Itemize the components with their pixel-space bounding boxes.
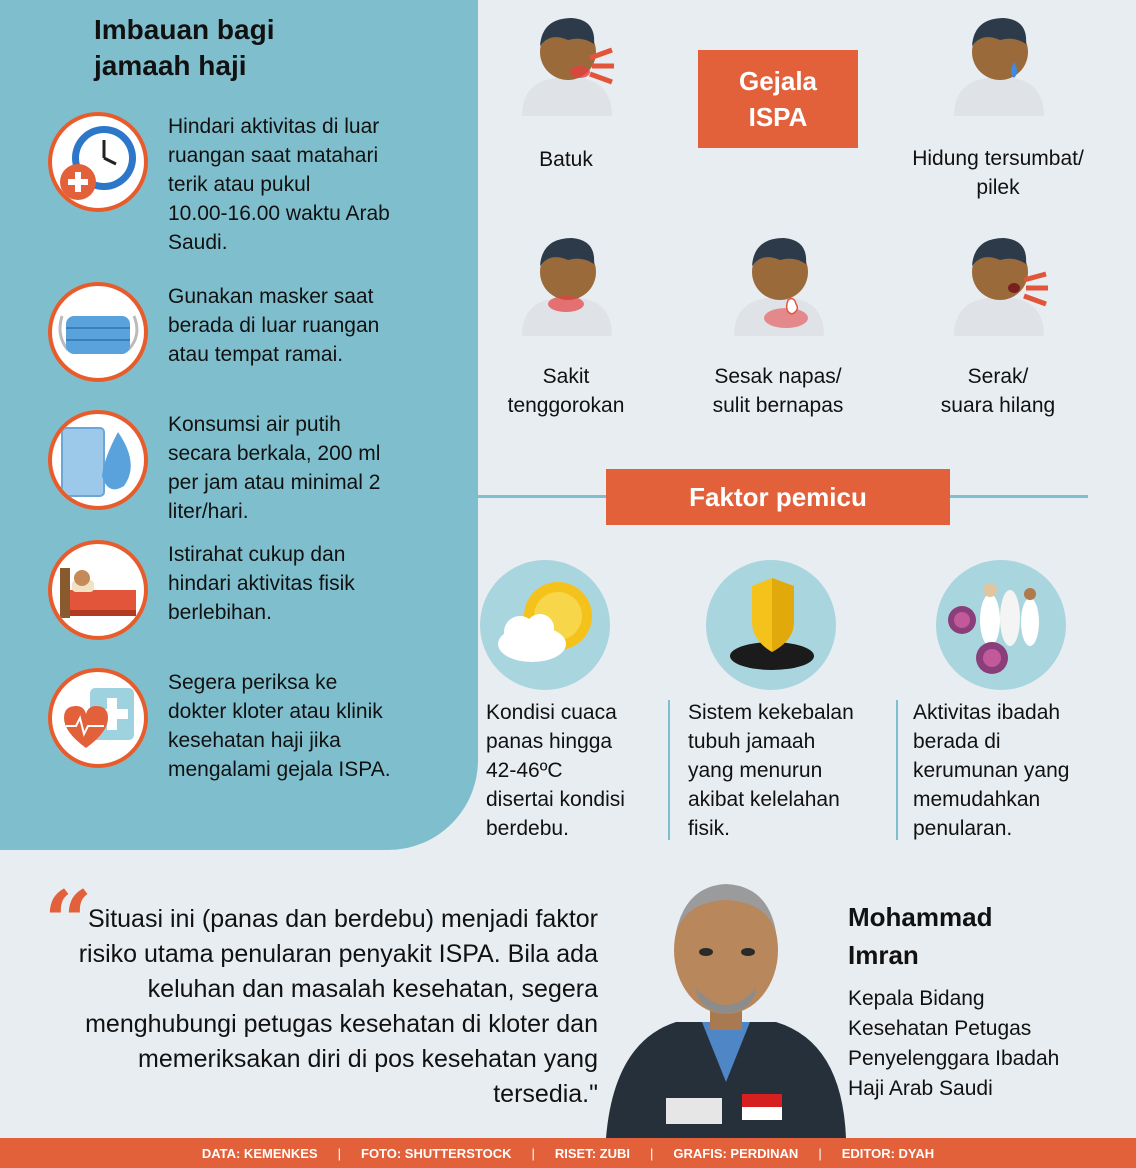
column-divider	[896, 700, 898, 840]
trigger-text: Kondisi cuaca panas hingga 42-46ºC disertai kondisi berdebu.	[486, 701, 625, 840]
hoarse-voice-icon	[948, 226, 1048, 336]
credit-data: DATA: KEMENKES	[201, 1145, 318, 1161]
symptom-label: Batuk	[539, 148, 593, 171]
bed-icon	[48, 540, 148, 640]
quote-text: Situasi ini (panas dan berdebu) menjadi faktor risiko utama penularan penyakit ISPA. Bila ada keluhan dan masalah kesehatan, segera menghubungi petugas kesehatan di kloter dan memeriksakan diri di pos kesehatan yang tersedia."	[78, 905, 598, 1108]
symptom-label: Sesak napas/ sulit bernapas	[712, 365, 844, 417]
symptom-label: Hidung tersumbat/ pilek	[912, 147, 1084, 199]
clock-icon	[48, 112, 148, 212]
shield-icon	[706, 560, 836, 690]
advice-text: Konsumsi air putih secara berkala, 200 ml per jam atau minimal 2 liter/hari.	[168, 413, 381, 523]
mask-icon	[48, 282, 148, 382]
shortness-of-breath-icon	[728, 226, 828, 336]
column-divider	[668, 700, 670, 840]
advice-item-mask	[48, 282, 468, 392]
advice-item-sun	[48, 112, 468, 254]
weather-icon	[480, 560, 610, 690]
sore-throat-icon	[516, 226, 616, 336]
credit-research: RISET: ZUBI	[554, 1145, 630, 1161]
credit-separator: |	[337, 1145, 341, 1161]
speaker-role: Kepala Bidang Kesehatan Petugas Penyelenggara Ibadah Haji Arab Saudi	[848, 987, 1060, 1100]
symptoms-badge: Gejala ISPA	[698, 50, 858, 148]
advice-text: Segera periksa ke dokter kloter atau klinik kesehatan haji jika mengalami gejala ISPA.	[168, 671, 391, 781]
speaker-portrait	[606, 872, 846, 1138]
advice-text: Hindari aktivitas di luar ruangan saat matahari terik atau pukul 10.00-16.00 waktu Arab Saudi.	[168, 115, 390, 254]
trigger-text: Sistem kekebalan tubuh jamaah yang menurun akibat kelelahan fisik.	[688, 701, 854, 840]
symptom-label: Serak/ suara hilang	[940, 365, 1056, 417]
speaker-name: Mohammad Imran	[848, 902, 993, 970]
trigger-text: Aktivitas ibadah berada di kerumunan yang memudahkan penularan.	[913, 701, 1070, 840]
crowd-icon	[936, 560, 1066, 690]
advice-title: Imbauan bagi jamaah haji	[94, 14, 275, 81]
credit-separator: |	[818, 1145, 822, 1161]
quote-mark: “	[44, 872, 93, 971]
advice-item-rest	[48, 540, 468, 650]
credit-editor: EDITOR: DYAH	[841, 1145, 935, 1161]
credit-separator: |	[531, 1145, 535, 1161]
cough-icon	[516, 6, 616, 116]
advice-item-doctor	[48, 668, 468, 781]
advice-text: Istirahat cukup dan hindari aktivitas fisik berlebihan.	[168, 543, 355, 624]
credit-graphics: GRAFIS: PERDINAN	[673, 1145, 799, 1161]
advice-item-water	[48, 410, 468, 523]
advice-text: Gunakan masker saat berada di luar ruangan atau tempat ramai.	[168, 285, 380, 366]
triggers-badge: Faktor pemicu	[606, 469, 950, 525]
credit-photo: FOTO: SHUTTERSTOCK	[361, 1145, 512, 1161]
medical-icon	[48, 668, 148, 768]
water-icon	[48, 410, 148, 510]
symptom-label: Sakit tenggorokan	[507, 365, 625, 417]
credits-footer	[0, 1138, 1136, 1168]
runny-nose-icon	[948, 6, 1048, 116]
credit-separator: |	[649, 1145, 654, 1161]
